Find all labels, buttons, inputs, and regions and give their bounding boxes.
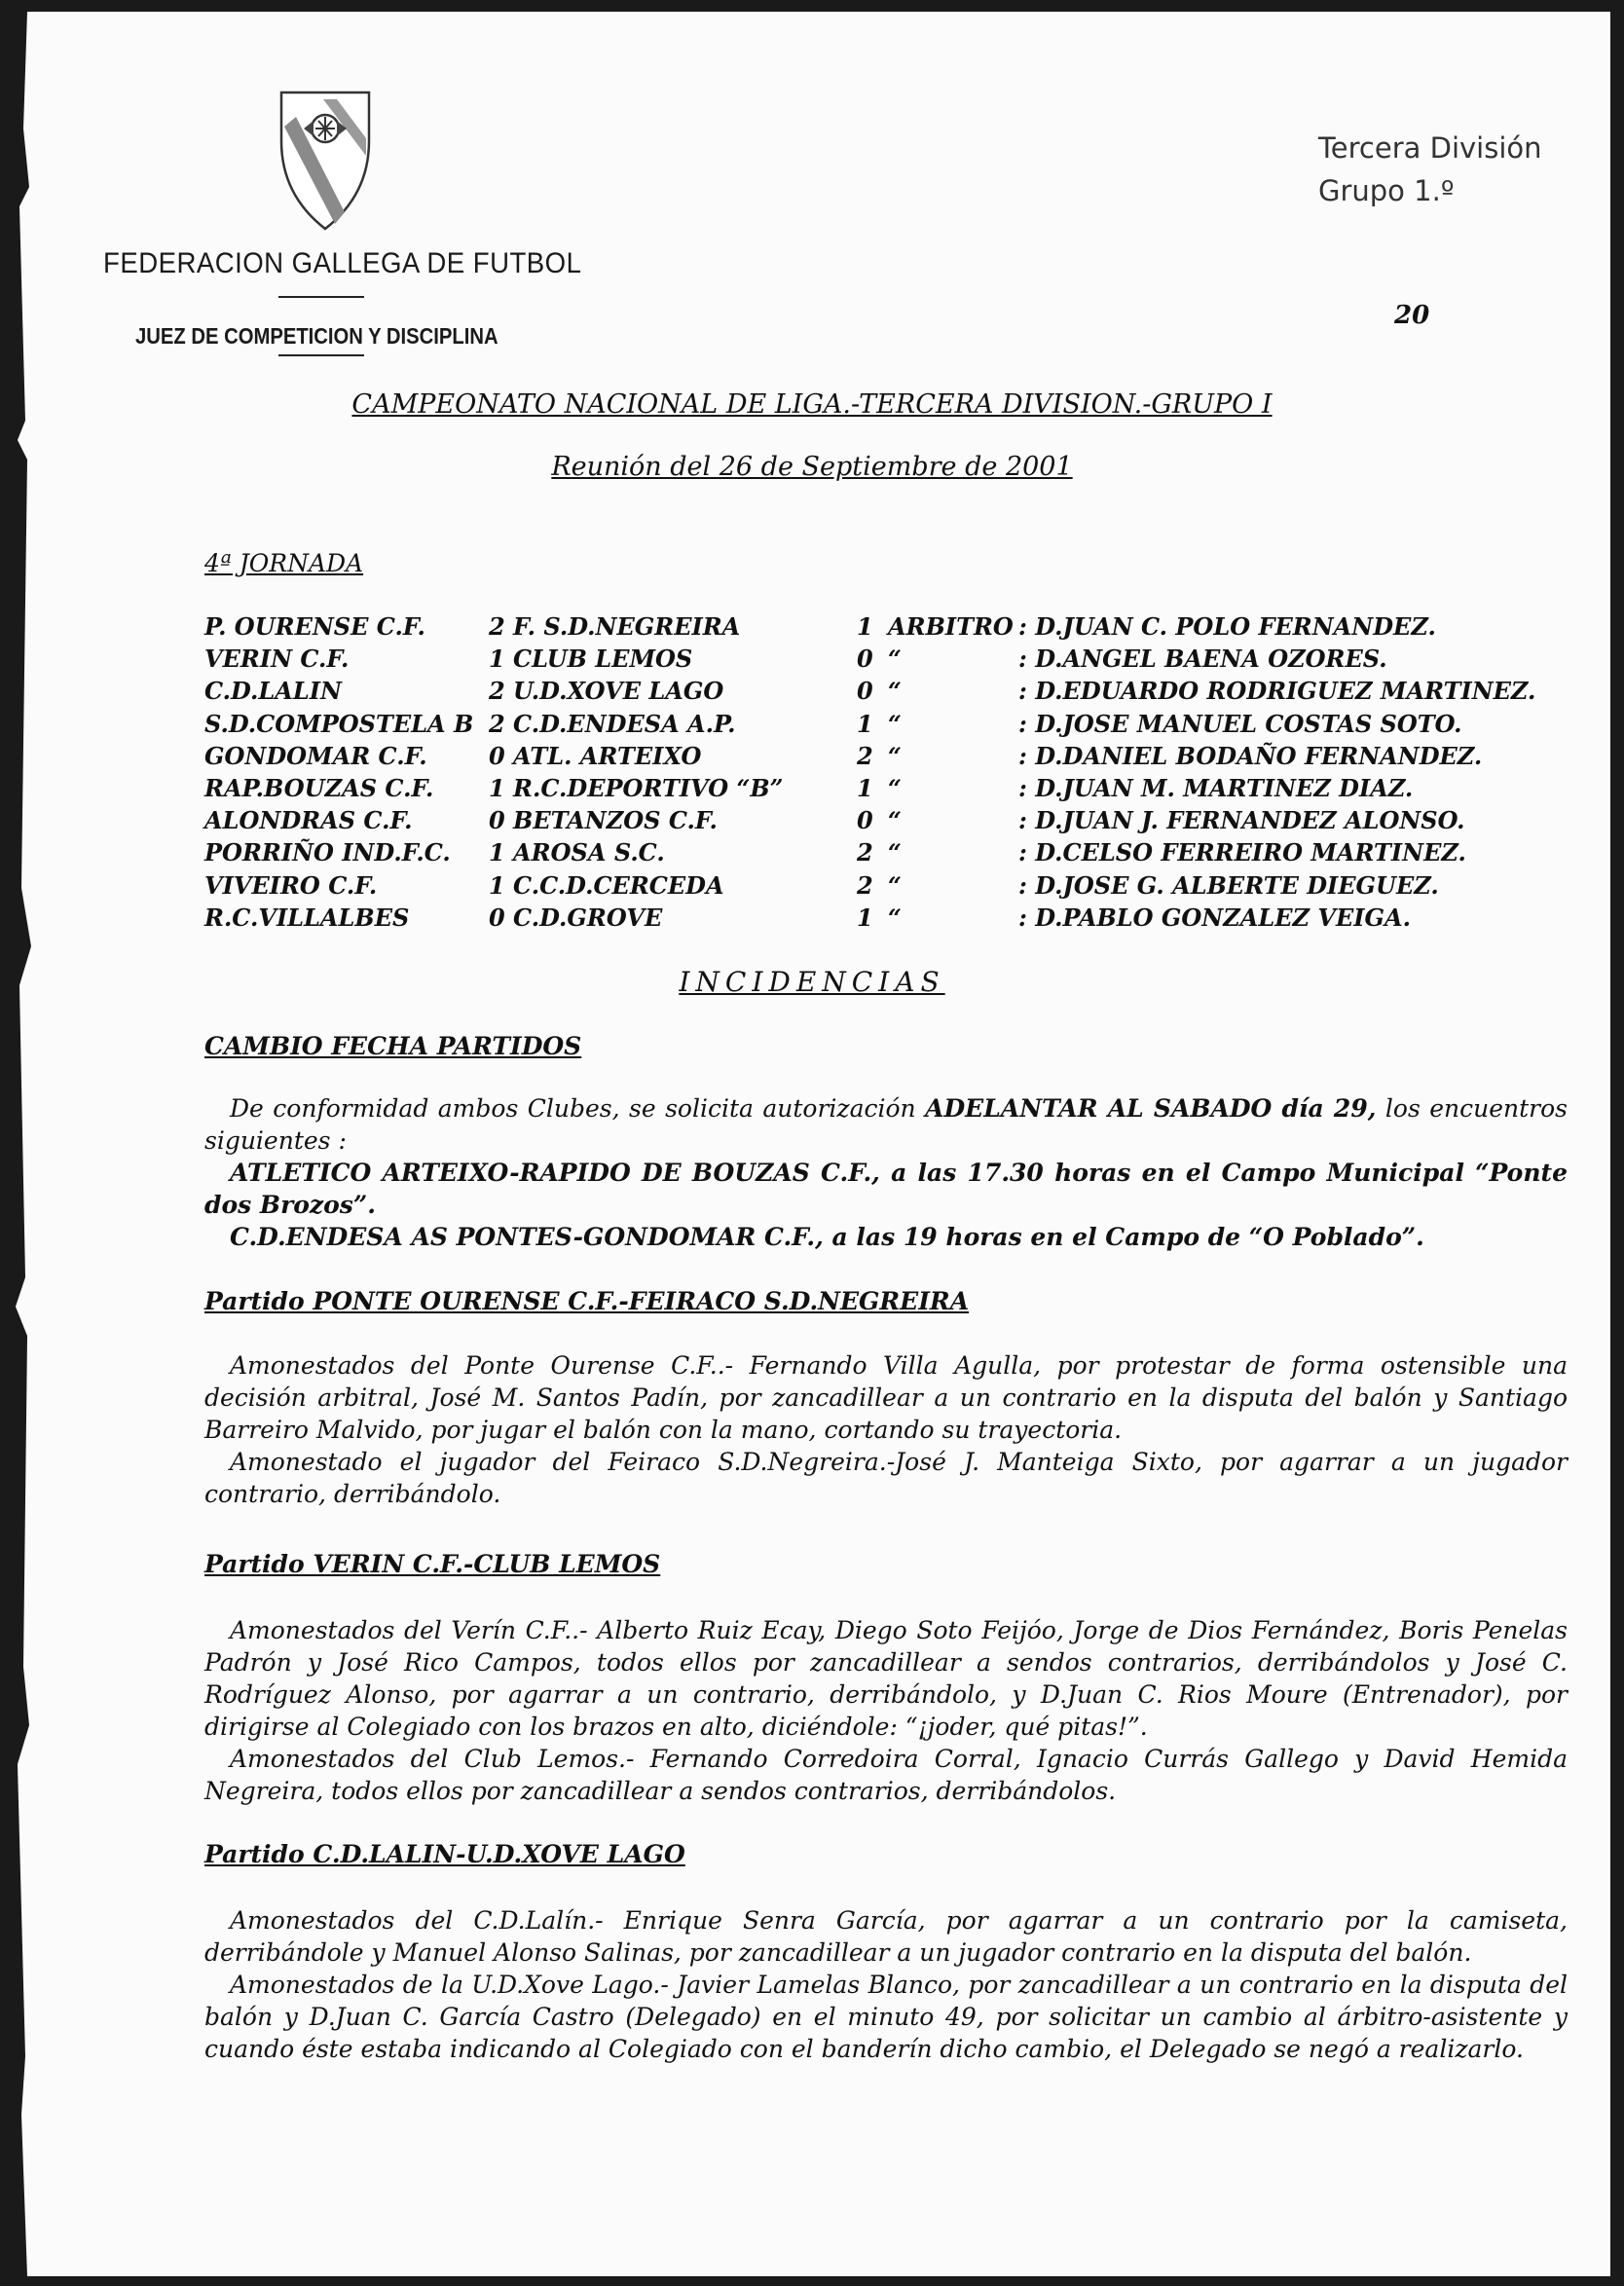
score-away-team: 1 AROSA S.C.: [489, 838, 665, 867]
paragraph: Amonestado el jugador del Feiraco S.D.Negreira.-José J. Manteiga Sixto, por agarrar a un jugador contrario, derribándolo.: [204, 1448, 1568, 1508]
home-team: C.D.LALIN: [204, 677, 342, 706]
home-team: RAP.BOUZAS C.F.: [204, 773, 434, 802]
away-score: 2: [857, 741, 873, 770]
score-away-team: 0 C.D.GROVE: [489, 903, 663, 932]
home-team: ALONDRAS C.F.: [204, 806, 413, 835]
referee-name: : D.ANGEL BAENA OZORES.: [1018, 645, 1387, 674]
home-team: VIVEIRO C.F.: [204, 870, 378, 900]
score-away-team: 2 F. S.D.NEGREIRA: [489, 612, 741, 641]
paragraph: Amonestados del C.D.Lalín.- Enrique Senra García, por agarrar a un contrario por la camiseta, derribándole y Manuel Alonso Salinas, por zancadillear a un jugador contrario en la disputa del balón.: [204, 1906, 1568, 1967]
referee-label: “: [888, 806, 902, 835]
federation-name: FEDERACION GALLEGA DE FUTBOL: [103, 247, 582, 279]
document-page: [14, 12, 1610, 2276]
referee-name: : D.JOSE G. ALBERTE DIEGUEZ.: [1018, 870, 1439, 900]
referee-label: “: [888, 870, 902, 900]
text: De conformidad ambos Clubes, se solicita autorización: [230, 1094, 916, 1123]
home-team: GONDOMAR C.F.: [204, 741, 427, 770]
score-away-team: 1 C.C.D.CERCEDA: [489, 870, 724, 900]
referee-label: “: [888, 677, 902, 706]
away-score: 0: [857, 677, 873, 706]
referee-label: “: [888, 773, 902, 802]
away-score: 1: [857, 709, 873, 738]
score-away-team: 2 U.D.XOVE LAGO: [489, 677, 724, 706]
referee-name: : D.JUAN J. FERNANDEZ ALONSO.: [1018, 806, 1465, 835]
home-team: VERIN C.F.: [204, 645, 350, 674]
score-away-team: 1 CLUB LEMOS: [489, 645, 693, 674]
text-bold: ADELANTAR AL SABADO día 29,: [925, 1094, 1377, 1123]
meeting-date: Reunión del 26 de Septiembre de 2001: [551, 452, 1073, 482]
score-away-team: 1 R.C.DEPORTIVO “B”: [489, 773, 784, 802]
divider: [278, 354, 364, 356]
cambio-paragraph: [204, 1092, 1568, 1253]
paragraph: Amonestados del Verín C.F..- Alberto Ruiz Ecay, Diego Soto Feijóo, Jorge de Dios Fernández, Boris Penelas Padrón y José Rico Campos, todos ellos por zancadillear a sendos contrarios, derribándolos y José C. Rodríguez Alonso, por agarrar a un contrario, derribándolo, y D.Juan C. Rios Moure (Entrenador), por dirigirse al Colegiado con los brazos en alto, diciéndole: “¡joder, qué pitas!”.: [204, 1616, 1568, 1741]
match-change-line: C.D.ENDESA AS PONTES-GONDOMAR C.F., a las 19 horas en el Campo de “O Poblado”.: [230, 1223, 1424, 1251]
score-away-team: 0 BETANZOS C.F.: [489, 806, 718, 835]
section-heading: Partido PONTE OURENSE C.F.-FEIRACO S.D.NEGREIRA: [204, 1287, 970, 1315]
verin-paragraph: [204, 1614, 1568, 1807]
jornada-heading: 4ª JORNADA: [204, 549, 364, 577]
away-score: 2: [857, 870, 873, 900]
referee-label: “: [888, 741, 902, 770]
referee-label: “: [888, 645, 902, 674]
section-heading: CAMBIO FECHA PARTIDOS: [204, 1032, 582, 1060]
referee-name: : D.JUAN M. MARTINEZ DIAZ.: [1018, 773, 1414, 802]
away-score: 0: [857, 645, 873, 674]
lalin-paragraph: [204, 1904, 1568, 2065]
division-line: Tercera División: [1318, 131, 1542, 165]
paragraph: Amonestados del Club Lemos.- Fernando Corredoira Corral, Ignacio Currás Gallego y David Hemida Negreira, todos ellos por zancadillear a sendos contrarios, derribándolos.: [204, 1745, 1568, 1805]
referee-name: : D.CELSO FERREIRO MARTINEZ.: [1018, 838, 1466, 867]
divider: [278, 296, 364, 298]
referee-name: : D.JUAN C. POLO FERNANDEZ.: [1018, 612, 1436, 641]
ourense-paragraph: [204, 1349, 1568, 1510]
home-team: R.C.VILLALBES: [204, 903, 410, 932]
score-away-team: 2 C.D.ENDESA A.P.: [489, 709, 736, 738]
away-score: 2: [857, 838, 873, 867]
federation-crest-icon: [277, 88, 374, 234]
division-label: [1318, 127, 1542, 212]
section-heading: Partido VERIN C.F.-CLUB LEMOS: [204, 1550, 661, 1578]
referee-label: “: [888, 709, 902, 738]
home-team: P. OURENSE C.F.: [204, 612, 425, 641]
home-team: PORRIÑO IND.F.C.: [204, 838, 451, 867]
referee-label: ARBITRO: [888, 612, 1014, 641]
text: los encuentros siguientes :: [204, 1094, 1568, 1155]
score-away-team: 0 ATL. ARTEIXO: [489, 741, 702, 770]
page-number: 20: [1394, 301, 1430, 330]
incidencias-heading: INCIDENCIAS: [679, 966, 945, 998]
home-team: S.D.COMPOSTELA B: [204, 709, 474, 738]
document-title: CAMPEONATO NACIONAL DE LIGA.-TERCERA DIVISION.-GRUPO I: [351, 389, 1273, 420]
referee-name: : D.EDUARDO RODRIGUEZ MARTINEZ.: [1018, 677, 1536, 706]
referee-label: “: [888, 838, 902, 867]
paragraph: Amonestados del Ponte Ourense C.F..- Fernando Villa Agulla, por protestar de forma ostensible una decisión arbitral, José M. Santos Padín, por zancadillear a un contrario en la disputa del balón y Santiago Barreiro Malvido, por jugar el balón con la mano, cortando su trayectoria.: [204, 1351, 1568, 1444]
away-score: 0: [857, 806, 873, 835]
away-score: 1: [857, 903, 873, 932]
section-heading: Partido C.D.LALIN-U.D.XOVE LAGO: [204, 1840, 685, 1868]
away-score: 1: [857, 612, 873, 641]
group-line: Grupo 1.º: [1318, 174, 1455, 207]
away-score: 1: [857, 773, 873, 802]
torn-left-edge: [14, 12, 53, 2276]
referee-label: “: [888, 903, 902, 932]
referee-name: : D.PABLO GONZALEZ VEIGA.: [1018, 903, 1412, 932]
paragraph: Amonestados de la U.D.Xove Lago.- Javier Lamelas Blanco, por zancadillear a un contrario en la disputa del balón y D.Juan C. García Castro (Delegado) en el minuto 49, por solicitar un cambio al árbitro-asistente y cuando éste estaba indicando al Colegiado con el banderín dicho cambio, el Delegado se negó a realizarlo.: [204, 1971, 1568, 2063]
match-change-line: ATLETICO ARTEIXO-RAPIDO DE BOUZAS C.F., a las 17.30 horas en el Campo Municipal “Ponte dos Brozos”.: [204, 1159, 1568, 1219]
referee-name: : D.JOSE MANUEL COSTAS SOTO.: [1018, 709, 1462, 738]
committee-name: JUEZ DE COMPETICION Y DISCIPLINA: [135, 323, 498, 349]
referee-name: : D.DANIEL BODAÑO FERNANDEZ.: [1018, 741, 1483, 770]
